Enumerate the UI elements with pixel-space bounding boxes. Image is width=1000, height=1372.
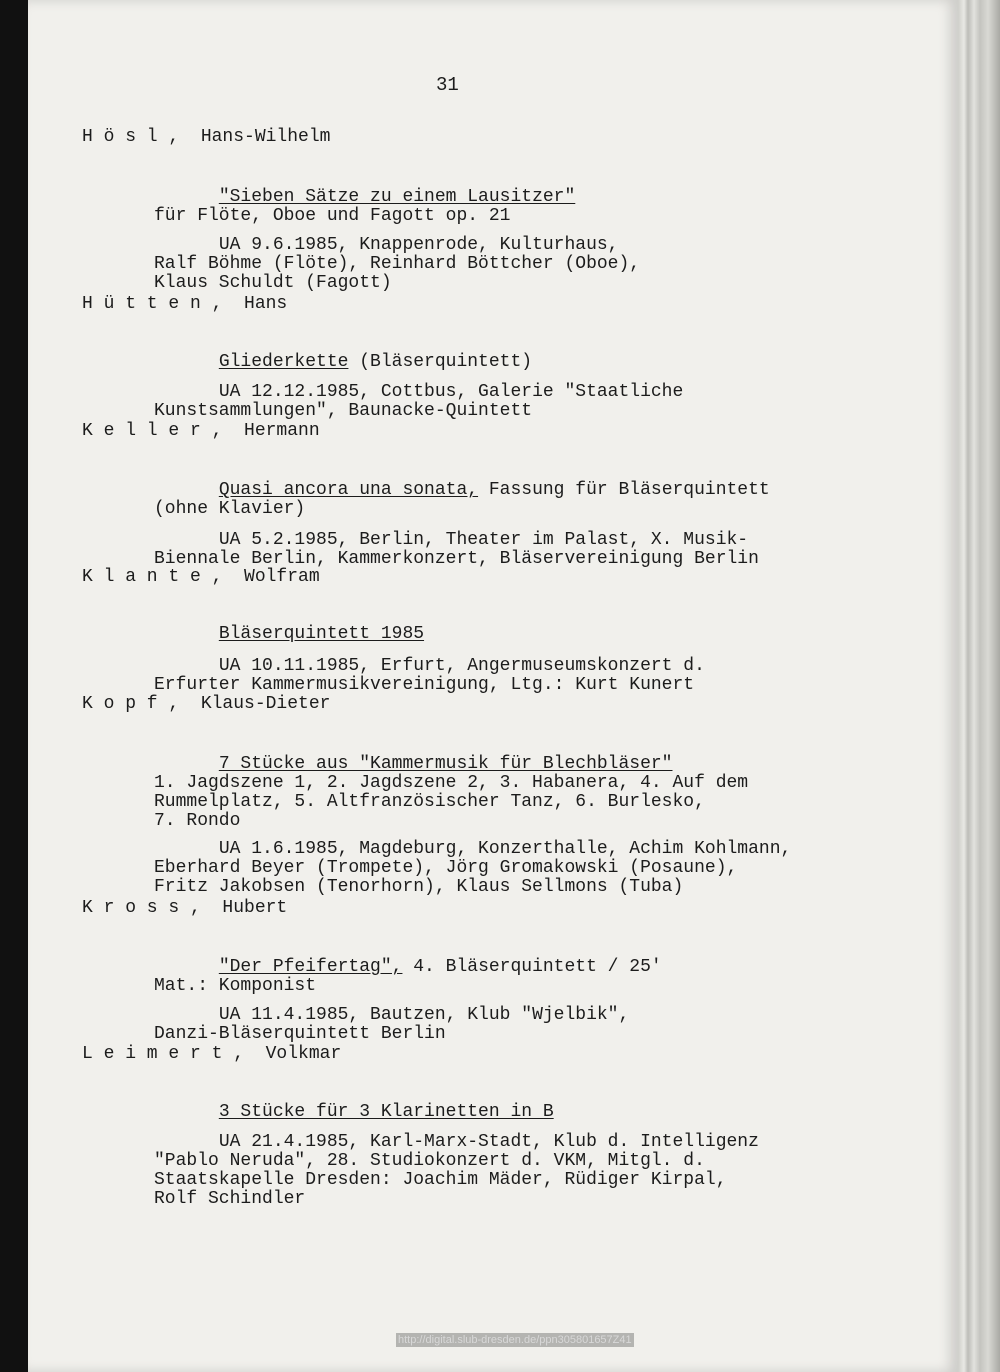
work-detail-line: 7. Rondo — [154, 811, 241, 831]
work-title: Gliederkette — [218, 352, 349, 372]
work-title: 3 Stücke für 3 Klarinetten in B — [218, 1102, 554, 1122]
performance-line: Klaus Schuldt (Fagott) — [154, 273, 392, 293]
performance-line: Fritz Jakobsen (Tenorhorn), Klaus Sellmons (Tuba) — [154, 877, 684, 897]
performance-line: UA 21.4.1985, Karl-Marx-Stadt, Klub d. Intelligenz — [218, 1132, 759, 1152]
composer-name: K r o s s , Hubert — [82, 898, 288, 918]
document-page — [28, 0, 958, 1372]
performance-line: Biennale Berlin, Kammerkonzert, Bläservereinigung Berlin — [154, 549, 759, 569]
work-detail-line: für Flöte, Oboe und Fagott op. 21 — [154, 206, 511, 226]
performance-info — [154, 1114, 759, 1228]
performance-line: Staatskapelle Dresden: Joachim Mäder, Rüdiger Kirpal, — [154, 1170, 727, 1190]
work-title-rest: (Bläserquintett) — [348, 352, 533, 372]
composer-name: H ö s l , Hans-Wilhelm — [82, 127, 331, 147]
performance-line: Erfurter Kammermusikvereinigung, Ltg.: Kurt Kunert — [154, 675, 695, 695]
page-number: 31 — [436, 74, 459, 96]
composer-name: H ü t t e n , Hans — [82, 294, 288, 314]
source-url-watermark: http://digital.slub-dresden.de/ppn305801657Z41 — [398, 1334, 632, 1346]
performance-line: UA 9.6.1985, Knappenrode, Kulturhaus, — [218, 235, 619, 255]
work-title: Bläserquintett 1985 — [218, 624, 425, 644]
work-title: "Der Pfeifertag", — [218, 957, 403, 977]
performance-line: Ralf Böhme (Flöte), Reinhard Böttcher (Oboe), — [154, 254, 641, 274]
performance-line: UA 1.6.1985, Magdeburg, Konzerthalle, Achim Kohlmann, — [218, 839, 792, 859]
performance-line: Eberhard Beyer (Trompete), Jörg Gromakowski (Posaune), — [154, 858, 738, 878]
work-detail-line: Rummelplatz, 5. Altfranzösischer Tanz, 6. Burlesko, — [154, 792, 705, 812]
work-title-rest: Fassung für Bläserquintett — [478, 480, 770, 500]
composer-name: L e i m e r t , Volkmar — [82, 1044, 342, 1064]
performance-line: UA 12.12.1985, Cottbus, Galerie "Staatliche — [218, 382, 684, 402]
work-detail-line: 1. Jagdszene 1, 2. Jagdszene 2, 3. Habanera, 4. Auf dem — [154, 773, 749, 793]
performance-line: "Pablo Neruda", 28. Studiokonzert d. VKM, Mitgl. d. — [154, 1151, 705, 1171]
composer-name: K o p f , Klaus-Dieter — [82, 694, 331, 714]
composer-name: K l a n t e , Wolfram — [82, 567, 320, 587]
work-detail-line: Mat.: Komponist — [154, 976, 317, 996]
work-detail-line: (ohne Klavier) — [154, 499, 306, 519]
work-title-rest: 4. Bläserquintett / 25' — [402, 957, 662, 977]
performance-line: Kunstsammlungen", Baunacke-Quintett — [154, 401, 533, 421]
performance-line: Danzi-Bläserquintett Berlin — [154, 1024, 446, 1044]
work-title: Quasi ancora una sonata, — [218, 480, 479, 500]
performance-line: UA 10.11.1985, Erfurt, Angermuseumskonzert d. — [218, 656, 705, 676]
composer-name: K e l l e r , Hermann — [82, 421, 320, 441]
scan-border — [0, 0, 28, 1372]
book-page-edges — [958, 0, 1000, 1372]
performance-line: UA 5.2.1985, Berlin, Theater im Palast, X. Musik- — [218, 530, 749, 550]
performance-line: UA 11.4.1985, Bautzen, Klub "Wjelbik", — [218, 1005, 630, 1025]
performance-line: Rolf Schindler — [154, 1189, 306, 1209]
work-title: "Sieben Sätze zu einem Lausitzer" — [218, 187, 576, 207]
work-title: 7 Stücke aus "Kammermusik für Blechbläser" — [218, 754, 673, 774]
